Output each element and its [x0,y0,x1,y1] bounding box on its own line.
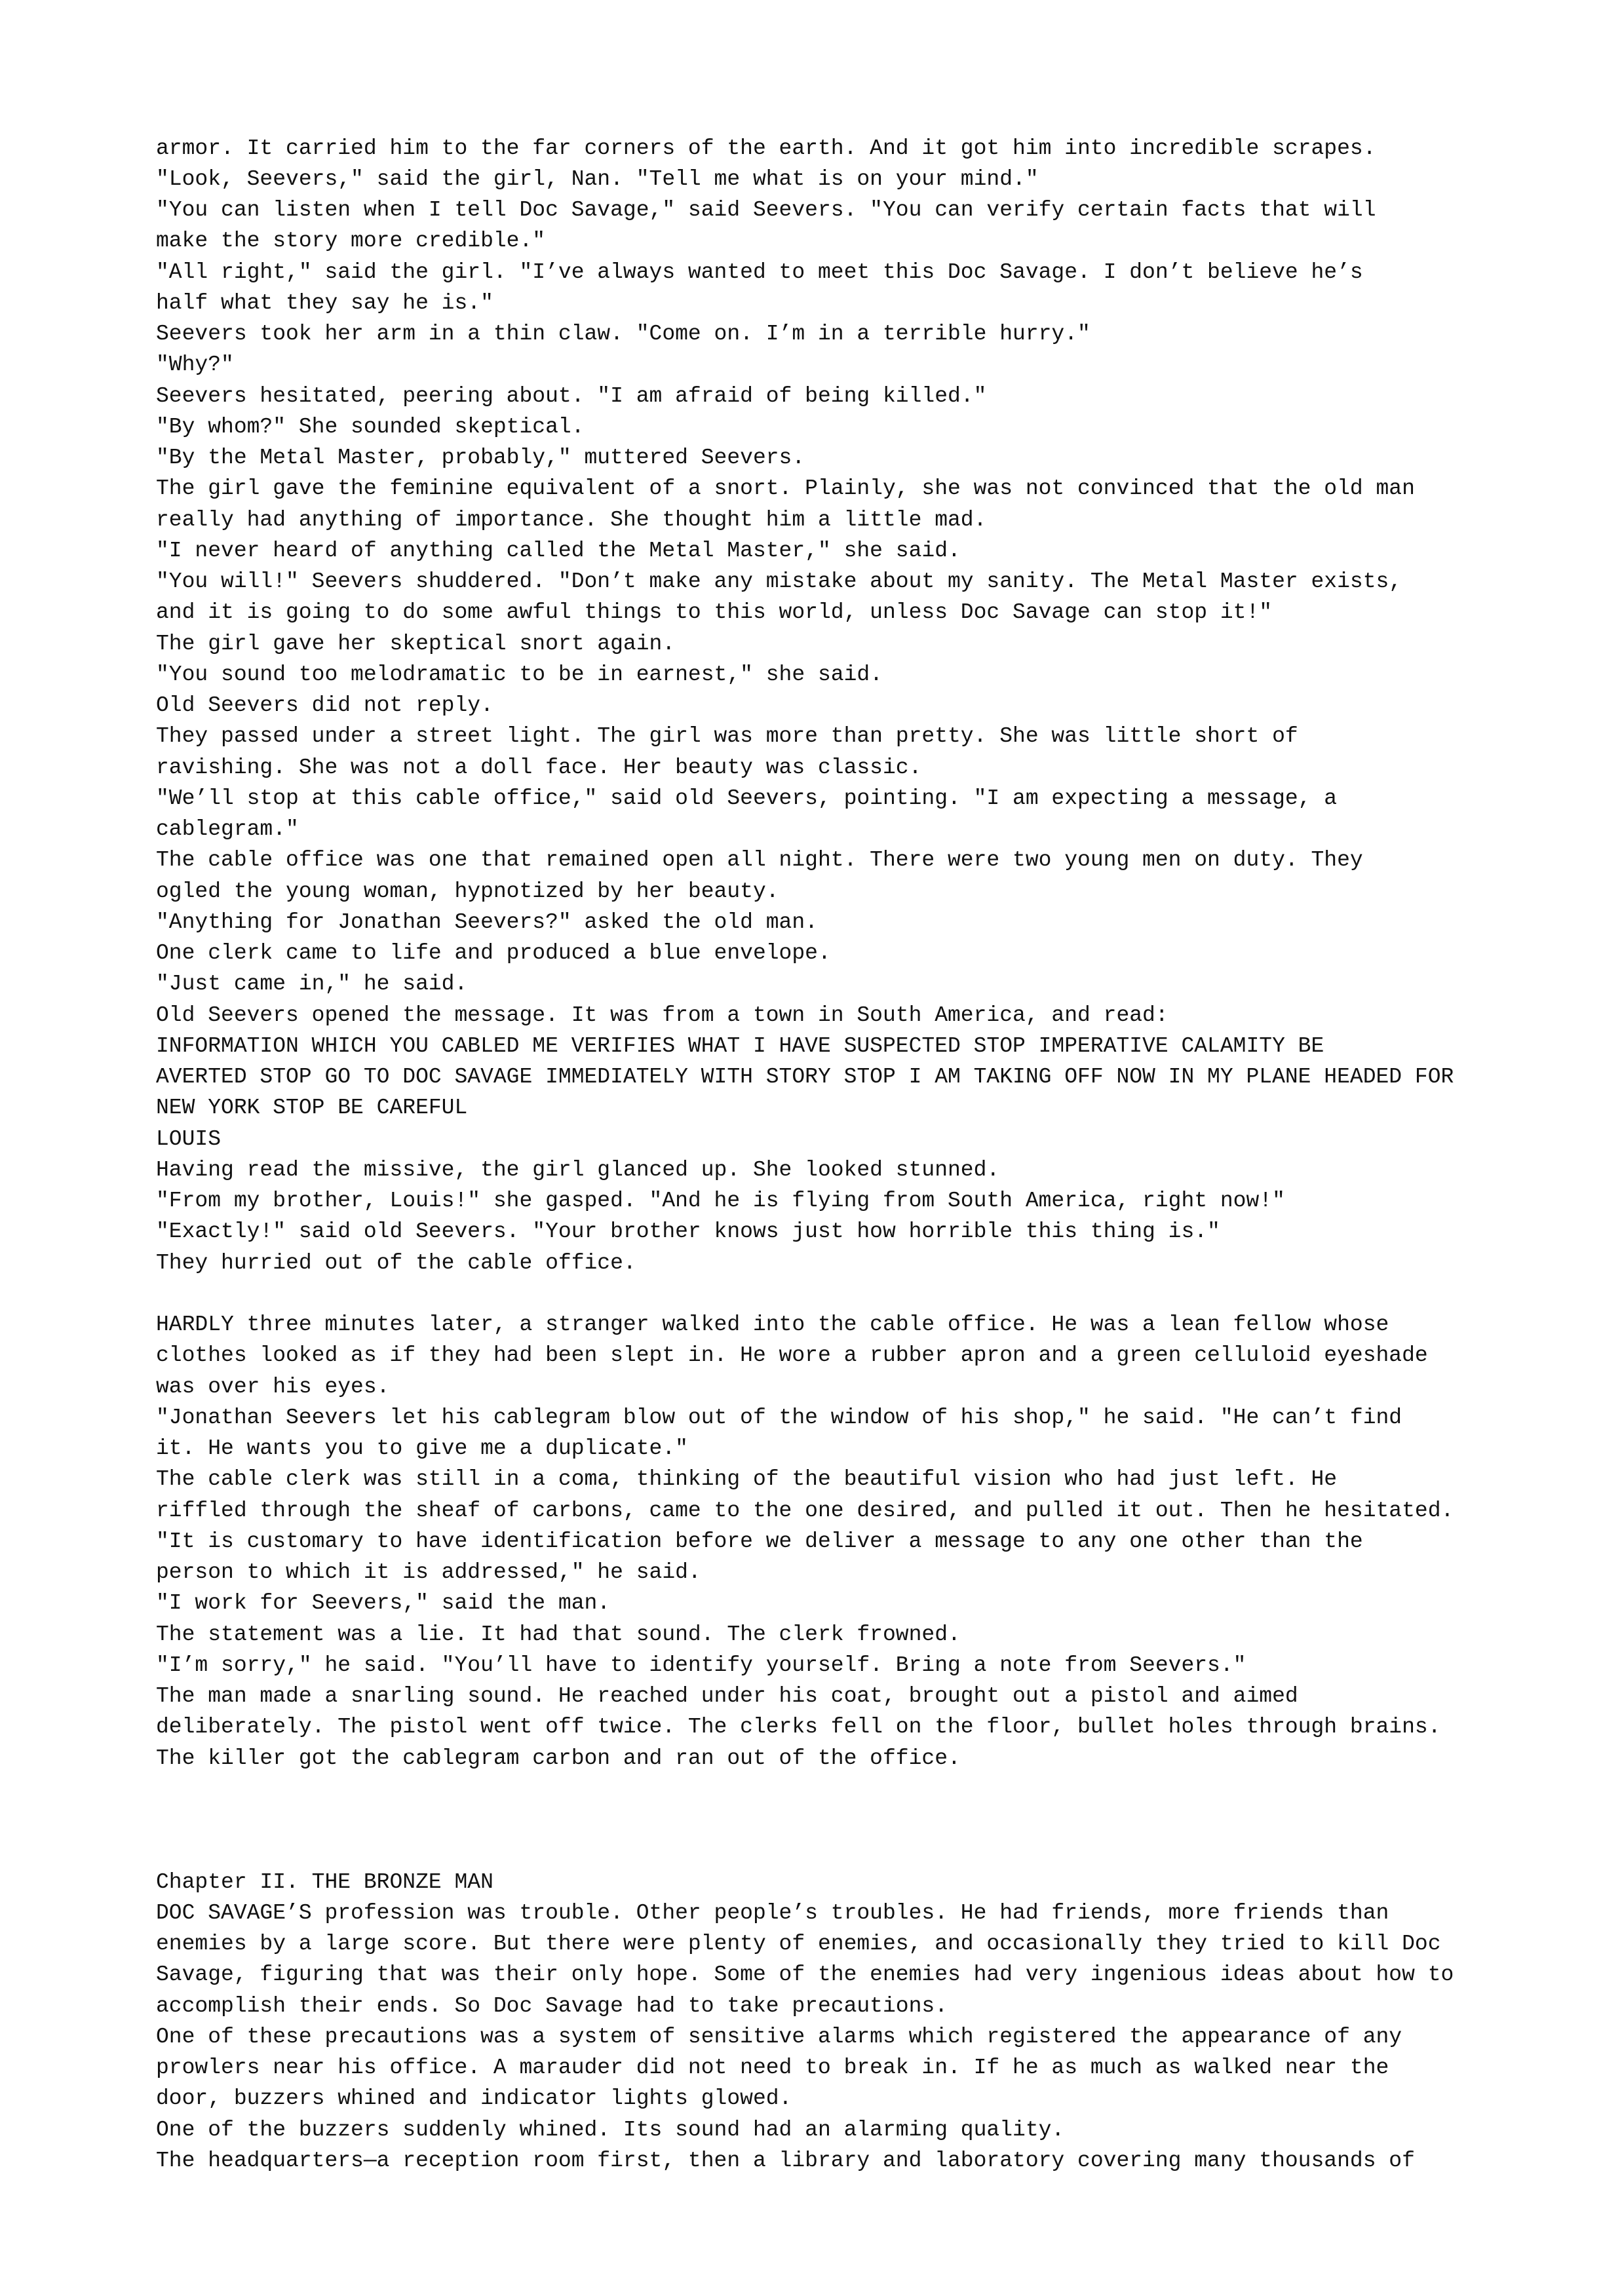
text-line: "All right," said the girl. "I’ve always wanted to meet this Doc Savage. I don’t believe he’s [156,260,1363,284]
chapter-heading: Chapter II. THE BRONZE MAN [156,1870,493,1894]
text-line: ogled the young woman, hypnotized by her beauty. [156,879,779,904]
text-line: "It is customary to have identification before we deliver a message to any one other than the [156,1529,1363,1554]
text-line: Savage, figuring that was their only hope. Some of the enemies had very ingenious ideas about how to [156,1962,1454,1987]
text-line: "Jonathan Seevers let his cablegram blow out of the window of his shop," he said. "He can’t find [156,1406,1402,1430]
text-line: INFORMATION WHICH YOU CABLED ME VERIFIES WHAT I HAVE SUSPECTED STOP IMPERATIVE CALAMITY BE [156,1034,1324,1058]
text-line: One of the buzzers suddenly whined. Its sound had an alarming quality. [156,2118,1065,2142]
text-line: NEW YORK STOP BE CAREFUL [156,1096,468,1120]
text-line: deliberately. The pistol went off twice. The clerks fell on the floor, bullet holes through brains. [156,1715,1441,1739]
text-line: Seevers took her arm in a thin claw. "Come on. I’m in a terrible hurry." [156,322,1091,346]
text-line: One of these precautions was a system of sensitive alarms which registered the appearance of any [156,2025,1402,2049]
text-line: They passed under a street light. The girl was more than pretty. She was little short of [156,724,1298,748]
text-line: Old Seevers did not reply. [156,693,493,718]
text-line: "I never heard of anything called the Metal Master," she said. [156,539,961,563]
text-line: The cable office was one that remained open all night. There were two young men on duty. They [156,848,1363,872]
text-line: clothes looked as if they had been slept in. He wore a rubber apron and a green celluloid eyeshade [156,1343,1428,1368]
text-line: "From my brother, Louis!" she gasped. "And he is flying from South America, right now!" [156,1189,1285,1213]
text-line: and it is going to do some awful things to this world, unless Doc Savage can stop it!" [156,600,1273,624]
text-line: accomplish their ends. So Doc Savage had to take precautions. [156,1994,948,2018]
text-line: Having read the missive, the girl glanced up. She looked stunned. [156,1158,1000,1182]
text-line: They hurried out of the cable office. [156,1251,636,1275]
text-line: was over his eyes. [156,1375,390,1399]
text-line: person to which it is addressed," he said. [156,1560,701,1584]
text-line: make the story more credible." [156,229,546,253]
text-line: Old Seevers opened the message. It was from a town in South America, and read: [156,1003,1168,1027]
text-line: cablegram." [156,817,299,841]
text-line: The headquarters—a reception room first, then a library and laboratory covering many thousands of [156,2149,1415,2173]
text-line: it. He wants you to give me a duplicate." [156,1436,688,1461]
text-line: prowlers near his office. A marauder did not need to break in. If he as much as walked near the [156,2056,1389,2080]
text-line: The man made a snarling sound. He reached under his coat, brought out a pistol and aimed [156,1684,1298,1708]
text-line: One clerk came to life and produced a blue envelope. [156,941,831,965]
text-line: "Why?" [156,353,234,377]
text-line: The cable clerk was still in a coma, thinking of the beautiful vision who had just left. He [156,1467,1338,1491]
text-line: half what they say he is." [156,291,493,315]
text-line: enemies by a large score. But there were plenty of enemies, and occasionally they tried to kill Doc [156,1932,1441,1956]
text-line: "Exactly!" said old Seevers. "Your brother knows just how horrible this thing is." [156,1219,1220,1244]
text-line: HARDLY three minutes later, a stranger walked into the cable office. He was a lean fellow whose [156,1312,1389,1337]
text-line: "I work for Seevers," said the man. [156,1591,611,1615]
text-line: "We’ll stop at this cable office," said old Seevers, pointing. "I am expecting a message, a [156,786,1338,811]
text-line: The killer got the cablegram carbon and ran out of the office. [156,1746,961,1770]
text-line: really had anything of importance. She thought him a little mad. [156,508,987,532]
text-line: "Just came in," he said. [156,972,468,996]
text-line: The girl gave the feminine equivalent of a snort. Plainly, she was not convinced that the old man [156,476,1415,501]
text-line: "Look, Seevers," said the girl, Nan. "Tell me what is on your mind." [156,167,1039,191]
text-line: door, buzzers whined and indicator lights glowed. [156,2086,792,2111]
text-line: armor. It carried him to the far corners of the earth. And it got him into incredible scrapes. [156,136,1376,161]
text-line: ravishing. She was not a doll face. Her beauty was classic. [156,756,922,780]
text-line: The girl gave her skeptical snort again. [156,632,676,656]
text-line: The statement was a lie. It had that sound. The clerk frowned. [156,1622,961,1647]
text-line: DOC SAVAGE’S profession was trouble. Other people’s troubles. He had friends, more friends than [156,1901,1389,1925]
text-line: AVERTED STOP GO TO DOC SAVAGE IMMEDIATELY WITH STORY STOP I AM TAKING OFF NOW IN MY PLANE HEADED FOR [156,1065,1454,1089]
text-line: "You sound too melodramatic to be in earnest," she said. [156,662,883,687]
text-line: "You will!" Seevers shuddered. "Don’t make any mistake about my sanity. The Metal Master exists, [156,569,1402,594]
text-line: "By whom?" She sounded skeptical. [156,415,585,439]
text-line: "You can listen when I tell Doc Savage," said Seevers. "You can verify certain facts that will [156,198,1376,222]
text-line: riffled through the sheaf of carbons, came to the one desired, and pulled it out. Then he hesitated. [156,1499,1454,1523]
text-line: Seevers hesitated, peering about. "I am afraid of being killed." [156,384,987,408]
text-line: "Anything for Jonathan Seevers?" asked the old man. [156,910,818,934]
text-line: "I’m sorry," he said. "You’ll have to identify yourself. Bring a note from Seevers." [156,1653,1246,1677]
text-line: LOUIS [156,1127,222,1151]
text-line: "By the Metal Master, probably," muttered Seevers. [156,446,805,470]
